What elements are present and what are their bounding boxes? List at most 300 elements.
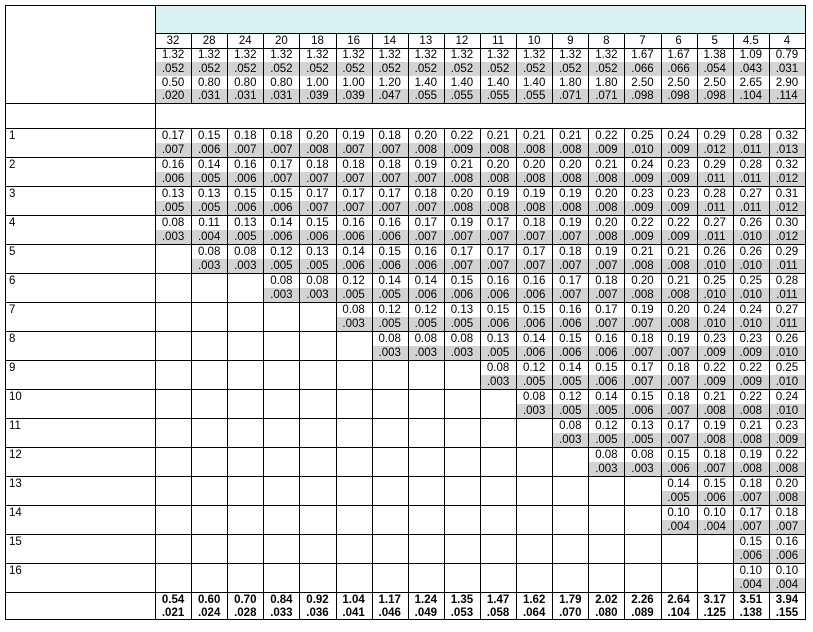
column-header: 32 [166,35,180,47]
cell-in: .010 [739,259,763,272]
cell-in: .007 [161,143,185,156]
cell-in: .006 [703,491,726,504]
empty-cell [300,332,335,360]
cell-mm: 0.19 [667,333,690,345]
cell-mm: 0.15 [739,536,763,548]
cell-in: .008 [450,201,474,214]
cell-mm: 0.27 [703,217,726,229]
cell-in: .008 [522,172,546,185]
empty-cell [192,535,227,563]
cell-mm: 0.15 [522,304,546,316]
column-header: 12 [455,35,469,47]
empty-cell [481,564,516,592]
cell-in: .007 [234,143,257,156]
empty-cell [264,506,299,534]
grid-line [5,302,805,303]
empty-cell [192,390,227,418]
cell-in: .003 [450,346,474,359]
cell-mm: 0.20 [306,130,329,142]
cell-in: .005 [595,433,618,446]
cell-in: .008 [667,317,690,330]
cell-in: .008 [522,201,546,214]
empty-cell [553,564,588,592]
empty-cell [625,506,660,534]
cell-mm: 0.15 [667,449,690,461]
grid-line [697,128,698,619]
cell-in: .010 [739,230,763,243]
cell-mm: 0.24 [703,304,726,316]
grid-line [769,128,770,619]
cell-mm: 0.17 [522,246,546,258]
cell-mm: 0.16 [559,304,582,316]
grid-line [5,244,805,245]
cell-in: .006 [270,201,293,214]
empty-cell [228,361,263,389]
cell-in: .008 [559,143,582,156]
spec-value: .052 [486,62,510,75]
cell-in: .007 [703,462,726,475]
cell-in: .008 [667,259,690,272]
grid-line [299,128,300,619]
cell-mm: 0.14 [342,246,365,258]
spec-value: 1.67 [631,49,654,61]
cell-in: .004 [667,520,690,533]
cell-in: .009 [667,143,690,156]
cell-mm: 0.20 [450,188,474,200]
cell-in: .005 [486,346,510,359]
cell-mm: 0.20 [559,159,582,171]
grid-line [5,186,805,187]
cell-in: .007 [667,346,690,359]
empty-cell [192,419,227,447]
empty-cell [228,390,263,418]
empty-cell [264,419,299,447]
spec-value: .039 [306,90,329,103]
cell-mm: 0.17 [631,362,654,374]
empty-cell [373,361,408,389]
cell-mm: 0.08 [450,333,474,345]
cell-mm: 0.18 [667,391,690,403]
cell-in: .008 [486,143,510,156]
spec-value: .052 [161,62,185,75]
empty-cell [300,535,335,563]
cell-in: .006 [306,230,329,243]
cell-in: .007 [559,288,582,301]
empty-cell [228,477,263,505]
spec-value: 1.32 [559,49,582,61]
total-mm: 0.60 [197,594,221,606]
cell-in: .005 [450,317,474,330]
cell-mm: 0.19 [631,304,654,316]
column-header: 28 [202,35,216,47]
spec-value: 1.32 [486,49,510,61]
spec-value: .098 [703,90,726,103]
cell-in: .005 [234,230,257,243]
grid-line [624,128,625,619]
row-label: 10 [9,391,22,403]
empty-cell [192,448,227,476]
spec-value: .066 [667,62,690,75]
cell-mm: 0.08 [161,217,185,229]
cell-mm: 0.17 [414,217,438,229]
cell-mm: 0.24 [667,130,690,142]
spec-value: 1.38 [703,49,726,61]
cell-in: .007 [342,143,365,156]
cell-in: .003 [197,259,221,272]
cell-in: .010 [703,317,726,330]
column-header: 13 [419,35,433,47]
total-in: .058 [486,606,510,619]
empty-cell [373,564,408,592]
grid-line [5,534,805,535]
cell-in: .007 [450,259,474,272]
grid-line [372,33,373,103]
cell-mm: 0.19 [703,420,726,432]
cell-mm: 0.16 [595,333,618,345]
spec-value: 1.32 [450,49,474,61]
cell-mm: 0.17 [161,130,185,142]
cell-in: .010 [703,259,726,272]
grid-line [372,128,373,619]
cell-mm: 0.22 [450,130,474,142]
total-in: .070 [559,606,582,619]
grid-line [5,360,805,361]
empty-cell [409,564,444,592]
cell-mm: 0.15 [559,333,582,345]
empty-cell [192,332,227,360]
empty-cell [156,419,191,447]
spec-value: .052 [378,62,401,75]
row-label: 6 [9,275,16,287]
empty-cell [228,564,263,592]
cell-mm: 0.17 [270,159,293,171]
row-label: 16 [9,565,22,577]
cell-in: .004 [703,520,726,533]
empty-cell [625,477,660,505]
cell-mm: 0.27 [739,188,763,200]
cell-in: .006 [342,259,365,272]
cell-in: .006 [667,462,690,475]
empty-cell [156,506,191,534]
cell-in: .008 [631,259,654,272]
cell-mm: 0.18 [378,130,401,142]
spec-value: .031 [234,90,257,103]
empty-cell [300,390,335,418]
total-mm: 0.92 [306,594,329,606]
cell-in: .003 [595,462,618,475]
spec-value: 1.00 [342,76,365,89]
cell-mm: 0.16 [161,159,185,171]
column-header: 4.5 [742,35,759,47]
total-in: .155 [775,606,799,619]
cell-mm: 0.17 [559,275,582,287]
spec-value: .052 [234,62,257,75]
cell-in: .006 [739,549,763,562]
row-label: 9 [9,362,16,374]
spec-value: 0.80 [197,76,221,89]
cell-mm: 0.29 [703,130,726,142]
spec-value: .052 [522,62,546,75]
empty-cell [337,332,372,360]
empty-cell [192,303,227,331]
empty-cell [373,535,408,563]
spec-value: .055 [414,90,438,103]
row-label: 2 [9,159,16,171]
empty-cell [662,535,697,563]
spec-value: 1.40 [486,76,510,89]
cell-mm: 0.14 [378,275,401,287]
spec-value: .052 [414,62,438,75]
cell-in: .007 [486,230,510,243]
spec-value: 1.67 [667,49,690,61]
empty-cell [373,506,408,534]
cell-mm: 0.21 [486,130,510,142]
cell-mm: 0.14 [270,217,293,229]
cell-in: .005 [306,259,329,272]
grid-line [408,128,409,619]
cell-mm: 0.15 [197,130,221,142]
cell-in: .008 [559,201,582,214]
cell-mm: 0.20 [595,217,618,229]
cell-in: .009 [631,172,654,185]
cell-in: .008 [667,288,690,301]
spec-value: 1.00 [306,76,329,89]
cell-in: .007 [450,230,474,243]
grid-line [733,128,734,619]
cell-mm: 0.24 [775,391,799,403]
empty-cell [409,361,444,389]
cell-mm: 0.19 [559,188,582,200]
empty-cell [337,506,372,534]
empty-cell [445,390,480,418]
empty-cell [300,477,335,505]
total-mm: 1.47 [486,594,510,606]
spec-value: 1.09 [739,49,763,61]
cell-in: .003 [270,288,293,301]
cell-in: .009 [667,230,690,243]
cell-mm: 0.24 [631,159,654,171]
spec-value: 2.50 [703,76,726,89]
total-mm: 1.35 [450,594,474,606]
grid-line [588,128,589,619]
cell-mm: 0.29 [775,246,799,258]
cell-in: .009 [775,433,799,446]
cell-mm: 0.21 [522,130,546,142]
cell-mm: 0.13 [197,188,221,200]
cell-mm: 0.08 [197,246,221,258]
column-header: 6 [675,35,682,47]
cell-in: .008 [595,230,618,243]
cell-mm: 0.14 [595,391,618,403]
cell-mm: 0.12 [559,391,582,403]
cell-mm: 0.10 [703,507,726,519]
spec-value: .055 [450,90,474,103]
cell-in: .007 [522,230,546,243]
cell-in: .009 [631,201,654,214]
cell-mm: 0.15 [234,188,257,200]
spec-value: 1.32 [342,49,365,61]
grid-line [805,5,806,620]
grid-line [661,33,662,103]
empty-cell [553,448,588,476]
spec-value: 2.90 [775,76,799,89]
grid-line [516,128,517,619]
empty-cell [300,303,335,331]
grid-line [5,619,806,620]
cell-in: .003 [486,375,510,388]
cell-in: .012 [703,143,726,156]
cell-mm: 0.32 [775,130,799,142]
cell-in: .008 [559,172,582,185]
cell-mm: 0.18 [270,130,293,142]
cell-in: .007 [631,317,654,330]
cell-in: .003 [631,462,654,475]
empty-cell [517,564,552,592]
spec-value: .052 [595,62,618,75]
spec-value: .047 [378,90,401,103]
grid-line [769,33,770,103]
grid-line [444,128,445,619]
cell-in: .008 [775,491,799,504]
column-header: 9 [567,35,574,47]
cell-mm: 0.22 [631,217,654,229]
cell-in: .008 [306,143,329,156]
total-in: .125 [703,606,726,619]
cell-in: .006 [197,143,221,156]
spec-value: .039 [342,90,365,103]
grid-line [336,33,337,103]
empty-cell [337,535,372,563]
spec-value: 1.32 [161,49,185,61]
cell-in: .009 [450,143,474,156]
empty-cell [481,535,516,563]
cell-mm: 0.08 [414,333,438,345]
empty-cell [228,419,263,447]
spec-value: .031 [775,62,799,75]
cell-mm: 0.20 [595,188,618,200]
grid-line [480,128,481,619]
cell-mm: 0.21 [667,275,690,287]
grid-line [263,128,264,619]
cell-mm: 0.20 [775,478,799,490]
row-label: 8 [9,333,16,345]
cell-in: .008 [486,201,510,214]
spec-value: 1.32 [270,49,293,61]
grid-line [5,103,805,104]
cell-mm: 0.19 [486,188,510,200]
cell-in: .004 [775,578,799,591]
cell-in: .005 [414,317,438,330]
spec-value: 1.40 [522,76,546,89]
cell-mm: 0.21 [595,159,618,171]
grid-line [5,476,805,477]
cell-in: .011 [740,201,762,214]
cell-in: .006 [486,317,510,330]
spec-value: .052 [559,62,582,75]
cell-mm: 0.19 [522,188,546,200]
cell-mm: 0.18 [378,159,401,171]
empty-cell [662,564,697,592]
empty-cell [698,564,733,592]
cell-mm: 0.22 [739,391,763,403]
spec-value: 1.32 [522,49,546,61]
total-mm: 1.79 [559,594,582,606]
column-header: 7 [639,35,646,47]
spec-value: .114 [776,90,798,103]
grid-line [263,33,264,103]
cell-mm: 0.10 [739,565,763,577]
spec-value: .104 [739,90,763,103]
spec-value: .031 [197,90,221,103]
cell-in: .009 [667,201,690,214]
grid-line [480,33,481,103]
cell-in: .003 [161,230,185,243]
empty-cell [192,477,227,505]
cell-in: .012 [775,172,799,185]
cell-mm: 0.16 [486,275,510,287]
empty-cell [264,332,299,360]
cell-in: .008 [775,462,799,475]
spec-value: 1.40 [414,76,438,89]
grid-line [5,418,805,419]
empty-cell [698,535,733,563]
spec-value: .071 [595,90,618,103]
cell-mm: 0.27 [775,304,799,316]
cell-mm: 0.18 [631,333,654,345]
cell-mm: 0.19 [559,217,582,229]
empty-cell [481,419,516,447]
spec-value: .055 [522,90,546,103]
spec-value: .052 [342,62,365,75]
cell-mm: 0.17 [342,188,365,200]
cell-mm: 0.19 [414,159,438,171]
cell-in: .004 [739,578,763,591]
cell-mm: 0.18 [667,362,690,374]
cell-mm: 0.24 [739,304,763,316]
cell-mm: 0.18 [739,478,763,490]
cell-mm: 0.26 [703,246,726,258]
cell-mm: 0.21 [559,130,582,142]
grid-line [5,331,805,332]
cell-mm: 0.08 [631,449,654,461]
cell-in: .008 [486,172,510,185]
spec-value: 1.80 [559,76,582,89]
cell-in: .009 [703,375,726,388]
empty-cell [481,448,516,476]
cell-mm: 0.23 [703,333,726,345]
cell-in: .010 [739,317,763,330]
spec-value: .043 [739,62,763,75]
cell-mm: 0.28 [739,130,763,142]
cell-in: .007 [739,520,763,533]
total-in: .024 [197,606,221,619]
cell-in: .010 [775,404,799,417]
cell-mm: 0.19 [342,130,365,142]
empty-cell [445,535,480,563]
total-mm: 1.62 [522,594,546,606]
empty-cell [409,506,444,534]
grid-line [552,33,553,103]
cell-mm: 0.17 [667,420,690,432]
cell-in: .011 [776,288,798,301]
empty-cell [228,332,263,360]
cell-in: .010 [775,375,799,388]
cell-in: .006 [595,346,618,359]
grid-line [552,128,553,619]
cell-in: .010 [703,288,726,301]
total-in: .064 [522,606,546,619]
cell-in: .007 [559,230,582,243]
